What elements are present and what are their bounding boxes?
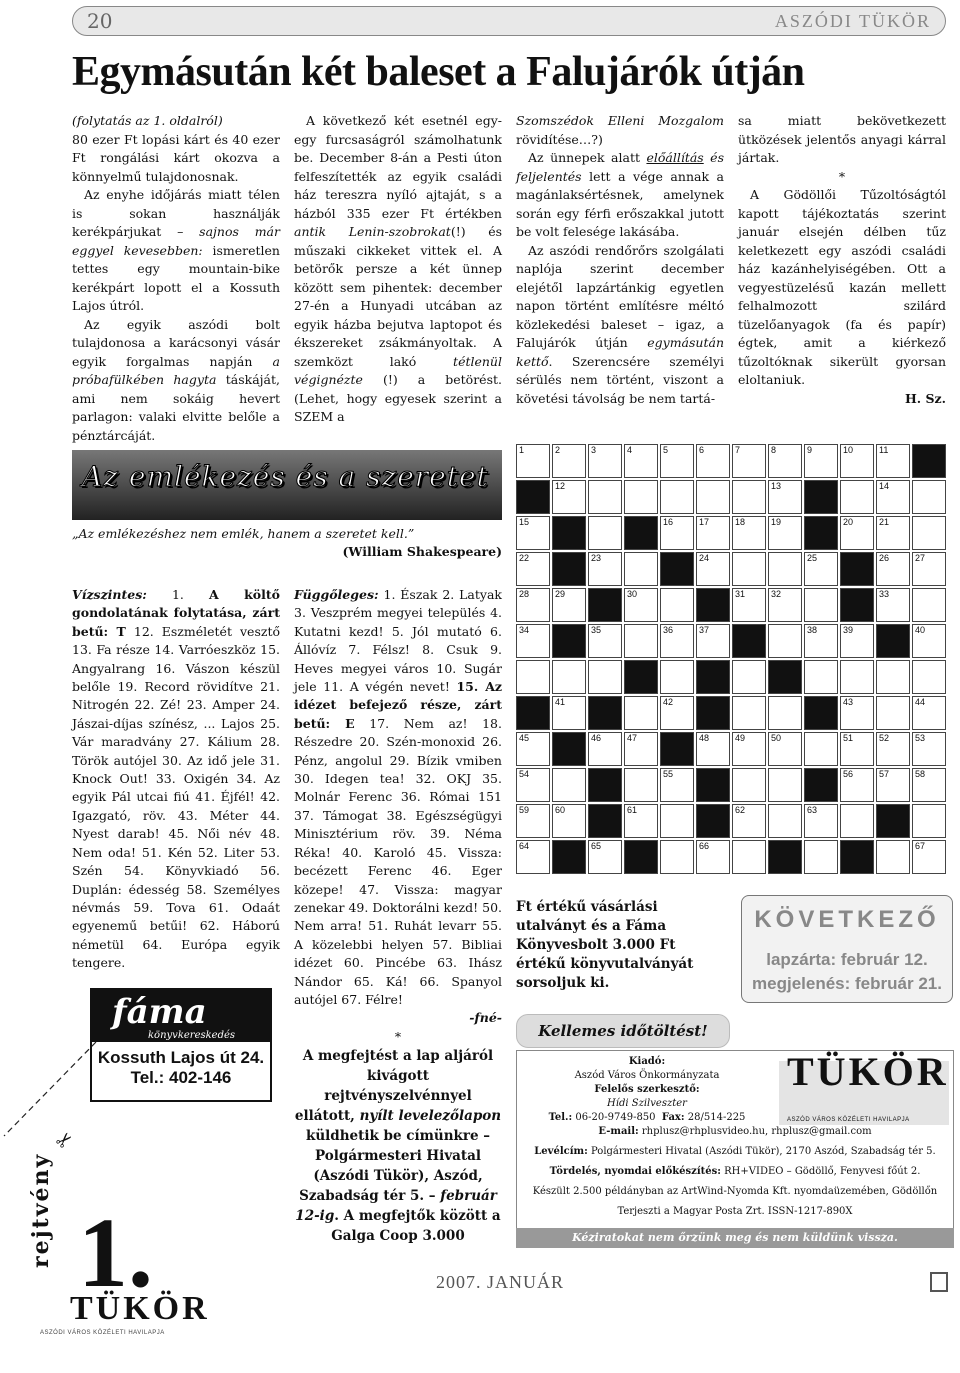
crossword-cell[interactable] [588, 552, 622, 586]
separator-star: * [394, 1028, 402, 1044]
crossword-number: 49 [735, 733, 746, 743]
crossword-number: 60 [555, 805, 566, 815]
crossword-black-cell [876, 804, 910, 838]
shop-address: Kossuth Lajos út 24. [97, 1048, 265, 1067]
crossword-number: 1 [519, 445, 525, 455]
crossword-cell[interactable] [912, 516, 946, 550]
crossword-cell[interactable] [696, 552, 730, 586]
crossword-number: 18 [735, 517, 746, 527]
crossword-cell[interactable] [660, 480, 694, 514]
phone: 06-20-9749-850 [575, 1112, 656, 1123]
crossword-cell[interactable] [660, 804, 694, 838]
clue-signature: -fné- [469, 1010, 502, 1026]
crossword-black-cell [876, 624, 910, 658]
crossword-cell[interactable] [912, 624, 946, 658]
fax: 28/514-225 [687, 1112, 746, 1123]
crossword-number: 7 [735, 445, 741, 455]
crossword-cell[interactable] [732, 444, 766, 478]
article-column-1 [72, 112, 280, 445]
crossword-number: 66 [699, 841, 710, 851]
shop-phone: Tel.: 402-146 [130, 1068, 232, 1087]
puzzle-banner [72, 450, 502, 520]
down-clues [294, 586, 502, 1246]
crossword-cell[interactable] [696, 516, 730, 550]
crossword-cell[interactable] [552, 588, 586, 622]
crossword-cell[interactable] [840, 516, 874, 550]
tukor-logo [779, 1049, 949, 1125]
crossword-cell[interactable] [552, 696, 586, 730]
fama-logo: fáma [112, 992, 207, 1032]
article-paragraph: Az aszódi rendőrőrs szolgálati naplója szerint december elejétől lapzártánkig egyetlen napon történt említésre méltó közlekedési baleset – igaz, a Falujárók útján egymásután kettő. Szerencsére személyi sérülés nem történt, viszont a követési távolság be nem tartá- [516, 242, 724, 406]
publisher-label: Kiadó: [628, 1056, 666, 1067]
crossword-number: 6 [699, 445, 705, 455]
crossword-cell[interactable] [588, 444, 622, 478]
wish-text: Kellemes időtöltést! [516, 1014, 730, 1048]
article-signature: H. Sz. [905, 390, 946, 406]
fax-label: Fax: [661, 1112, 685, 1123]
crossword-number: 35 [591, 625, 602, 635]
crossword-number: 12 [555, 481, 566, 491]
crossword-black-cell [588, 768, 622, 802]
crossword-cell[interactable] [912, 480, 946, 514]
crossword-number: 55 [663, 769, 674, 779]
crossword-cell[interactable] [552, 660, 586, 694]
crossword-number: 47 [627, 733, 638, 743]
crossword-cell[interactable] [552, 804, 586, 838]
crossword-black-cell [516, 480, 550, 514]
email: rhplusz@rhplusvideo.hu, rhplusz@gmail.com [641, 1126, 872, 1137]
crossword-cell[interactable] [804, 588, 838, 622]
crossword-cell[interactable] [732, 768, 766, 802]
email-line [525, 1125, 945, 1139]
editor: Hídi Szilveszter [607, 1098, 687, 1109]
crossword-cell[interactable] [876, 444, 910, 478]
crossword-cell[interactable] [876, 732, 910, 766]
fama-ad [90, 988, 272, 1102]
crossword-number: 62 [735, 805, 746, 815]
crossword-cell[interactable] [516, 768, 550, 802]
print-info: RH+VIDEO – Gödöllő, Fenyvesi főút 2. [724, 1166, 921, 1177]
crossword-cell[interactable] [552, 444, 586, 478]
crossword-cell[interactable] [732, 588, 766, 622]
publisher: Aszód Város Önkormányzata [574, 1070, 720, 1081]
coupon-logo-text: TÜKÖR [70, 1290, 210, 1327]
across-clues: Vízszintes: 1. A költő gondolatának folytatása, zárt betű: T 12. Eszméletét vesztő 13. Fa része 14. Varróeszköz 15. Angyalrang 16. Vászon készül belőle 19. Record rövidítve 21. Nitrogén 22. Zé! 23. Amper 24. Jászai-díjas színész, ... Lajos 25. Vár maradvány 27. Kálium 28. Török autójel 30. Az idő jele 31. Knock Out! 33. Oxigén 34. Az egyik Pál utcai fiú 41. Éjfél! 42. Igazgató, röv. 43. Méter 44. Nyest darab! 45. Női név 48. Nem oda! 51. Kén 52. Liter 53. Szén 54. Könyvkiadó 56. Duplán: édesség 58. Személyes névmás 59. Tova 61. Odaát egyenemű betűi! 62. Háború németül 64. Európa egyik tengere. [72, 587, 280, 971]
next-issue-deadline: lapzárta: február 12. [766, 950, 928, 969]
crossword-cell[interactable] [840, 696, 874, 730]
crossword-cell[interactable] [804, 552, 838, 586]
crossword-number: 37 [699, 625, 710, 635]
crossword-number: 48 [699, 733, 710, 743]
crossword-cell[interactable] [732, 804, 766, 838]
crossword-cell[interactable] [804, 840, 838, 874]
tukor-logo-text: TÜKÖR [787, 1049, 949, 1094]
crossword-cell[interactable] [588, 732, 622, 766]
crossword-cell[interactable] [552, 768, 586, 802]
crossword-cell[interactable] [624, 624, 658, 658]
crossword-cell[interactable] [624, 768, 658, 802]
crossword-cell[interactable] [624, 552, 658, 586]
coupon-label [22, 1110, 62, 1290]
crossword-number: 54 [519, 769, 530, 779]
mail-line [525, 1145, 945, 1159]
crossword-black-cell [624, 840, 658, 874]
crossword-cell[interactable] [912, 696, 946, 730]
crossword-black-cell [624, 516, 658, 550]
crossword-number: 21 [879, 517, 890, 527]
crossword-cell[interactable] [912, 552, 946, 586]
crossword-number: 15 [519, 517, 530, 527]
separator-star: * [838, 168, 846, 184]
crossword-cell[interactable] [660, 516, 694, 550]
crossword-number: 56 [843, 769, 854, 779]
crossword-black-cell [804, 768, 838, 802]
crossword-cell[interactable] [516, 732, 550, 766]
crossword-black-cell [840, 552, 874, 586]
crossword-black-cell [840, 588, 874, 622]
crossword-black-cell [768, 840, 802, 874]
crossword-number: 14 [879, 481, 890, 491]
article-paragraph: A következő két esetnél egy-egy furcsaságról számolhatunk be. December 8-án a Pesti úton felfeszítették az egyik családi ház tereszra nyíló ajtaját, s a házból 335 ezer Ft értékben antik Lenin-szobrokat(!) és műszaki cikkeket vittek el. A betörők persze a két ünnep között sem pihentek: december 27-én a Hunyadi utcában az egyik házba bejutva laptopot és ékszereket zsákmányoltak. A szemközt lakó tétlenül végignézte (!) a betörést. (Lehet, hogy egyesek szerint a SZEM a [294, 113, 503, 424]
crossword-cell[interactable] [516, 552, 550, 586]
crossword-cell[interactable] [768, 588, 802, 622]
crossword-number: 20 [843, 517, 854, 527]
crossword-number: 23 [591, 553, 602, 563]
contact-line [517, 1111, 777, 1125]
phone-label: Tel.: [548, 1112, 573, 1123]
crossword-cell[interactable] [516, 804, 550, 838]
crossword-cell[interactable] [912, 660, 946, 694]
crossword-cell[interactable] [804, 624, 838, 658]
crossword-black-cell [912, 444, 946, 478]
next-issue-title: KÖVETKEZŐ [754, 906, 940, 933]
crossword-cell[interactable] [840, 660, 874, 694]
crossword-number: 50 [771, 733, 782, 743]
crossword-cell[interactable] [768, 696, 802, 730]
crossword-number: 52 [879, 733, 890, 743]
crossword-number: 22 [519, 553, 530, 563]
manuscript-note: Kéziratokat nem őrzünk meg és nem küldünk vissza. [516, 1228, 954, 1248]
fama-logo-area [92, 990, 270, 1042]
crossword-cell[interactable] [696, 732, 730, 766]
crossword-cell[interactable] [804, 660, 838, 694]
crossword-black-cell [804, 696, 838, 730]
article-paragraph: Az enyhe időjárás miatt télen is sokan használják kerékpárjukat – sajnos már eggyel kevesebben: ismeretlen tettes egy mountain-bike kerékpárt lopott el a Kossuth Lajos útról. [72, 187, 280, 313]
crossword-cell[interactable] [876, 840, 910, 874]
print-line [525, 1165, 945, 1179]
crossword-black-cell [552, 624, 586, 658]
coupon-logo-sub: ASZÓDI VÁROS KÖZÉLETI HAVILAPJA [40, 1330, 165, 1336]
crossword-cell[interactable] [840, 768, 874, 802]
crossword-number: 43 [843, 697, 854, 707]
colophon [516, 1050, 954, 1248]
crossword-number: 33 [879, 589, 890, 599]
crossword-cell[interactable] [732, 660, 766, 694]
crossword-cell[interactable] [516, 624, 550, 658]
crossword-number: 41 [555, 697, 566, 707]
crossword-number: 65 [591, 841, 602, 851]
crossword-cell[interactable] [696, 444, 730, 478]
next-issue-box [741, 895, 953, 1003]
crossword-number: 17 [699, 517, 710, 527]
crossword-black-cell [624, 660, 658, 694]
crossword-number: 8 [771, 445, 777, 455]
page-header [72, 6, 946, 36]
puzzle-quote [72, 525, 502, 561]
crossword-cell[interactable] [840, 624, 874, 658]
crossword-number: 59 [519, 805, 530, 815]
crossword-number: 64 [519, 841, 530, 851]
page-corner-icon [930, 1272, 948, 1292]
crossword-number: 28 [519, 589, 530, 599]
crossword-number: 45 [519, 733, 530, 743]
crossword-black-cell [660, 732, 694, 766]
crossword-number: 11 [879, 445, 889, 455]
crossword-number: 5 [663, 445, 669, 455]
crossword-cell[interactable] [516, 660, 550, 694]
footer-date: 2007. JANUÁR [436, 1272, 565, 1292]
article-column-3 [516, 112, 724, 408]
article-paragraph: sa miatt bekövetkezett ütközések jelentős anyagi kárral jártak. [738, 113, 946, 165]
tukor-logo-sub: ASZÓD VÁROS KÖZÉLETI HAVILAPJA [787, 1117, 910, 1123]
crossword-cell[interactable] [660, 624, 694, 658]
crossword-cell[interactable] [660, 660, 694, 694]
crossword-number: 9 [807, 445, 813, 455]
crossword-cell[interactable] [588, 624, 622, 658]
crossword-black-cell [732, 624, 766, 658]
crossword-number: 34 [519, 625, 530, 635]
quote-author: (William Shakespeare) [342, 544, 502, 559]
crossword-number: 3 [591, 445, 597, 455]
crossword-black-cell [516, 696, 550, 730]
crossword-number: 31 [735, 589, 746, 599]
coupon-logo [40, 1290, 210, 1340]
article-paragraph: Szomszédok Elleni Mozgalom rövidítése…?) [516, 113, 724, 147]
crossword-cell[interactable] [732, 840, 766, 874]
crossword-number: 36 [663, 625, 674, 635]
crossword-cell[interactable] [876, 516, 910, 550]
crossword-black-cell [552, 552, 586, 586]
crossword-black-cell [552, 516, 586, 550]
crossword-number: 42 [663, 697, 674, 707]
crossword-cell[interactable] [876, 696, 910, 730]
crossword-cell[interactable] [876, 588, 910, 622]
article-paragraph: (folytatás az 1. oldalról) 80 ezer Ft lopási kárt és 40 ezer Ft rongálási kárt okozva a könnyelmű tulajdonosnak. [72, 113, 280, 184]
crossword-cell[interactable] [660, 444, 694, 478]
crossword-cell[interactable] [876, 480, 910, 514]
crossword-cell[interactable] [768, 804, 802, 838]
crossword-cell[interactable] [660, 768, 694, 802]
crossword-cell[interactable] [768, 552, 802, 586]
made-line: Készült 2.500 példányban az ArtWind-Nyomda Kft. nyomdaüzemében, Gödöllőn [532, 1186, 938, 1197]
crossword-black-cell [588, 696, 622, 730]
crossword-cell[interactable] [768, 480, 802, 514]
crossword-cell[interactable] [732, 480, 766, 514]
crossword-cell[interactable] [516, 444, 550, 478]
publication-name: ASZÓDI TÜKÖR [774, 11, 931, 31]
crossword-number: 40 [915, 625, 926, 635]
crossword-cell[interactable] [768, 624, 802, 658]
crossword-cell[interactable] [912, 768, 946, 802]
crossword-number: 44 [915, 697, 926, 707]
crossword-cell[interactable] [696, 480, 730, 514]
crossword-cell[interactable] [732, 516, 766, 550]
crossword-cell[interactable] [768, 516, 802, 550]
crossword-black-cell [552, 840, 586, 874]
crossword-cell[interactable] [732, 732, 766, 766]
crossword-black-cell [768, 660, 802, 694]
crossword-cell[interactable] [876, 660, 910, 694]
crossword-cell[interactable] [588, 516, 622, 550]
crossword-number: 2 [555, 445, 561, 455]
crossword-number: 53 [915, 733, 926, 743]
crossword-cell[interactable] [876, 552, 910, 586]
crossword-cell[interactable] [516, 516, 550, 550]
crossword-cell[interactable] [696, 840, 730, 874]
crossword-cell[interactable] [624, 588, 658, 622]
crossword-cell[interactable] [624, 804, 658, 838]
crossword-cell[interactable] [660, 840, 694, 874]
crossword-number: 46 [591, 733, 602, 743]
crossword-cell[interactable] [624, 696, 658, 730]
crossword-cell[interactable] [696, 624, 730, 658]
crossword-cell[interactable] [840, 444, 874, 478]
crossword-cell[interactable] [624, 444, 658, 478]
crossword-black-cell [660, 552, 694, 586]
article-paragraph: Az egyik aszódi bolt tulajdonosa a karácsonyi vásár egyik forgalmas napján a próbafülkében hagyta táskáját, ami nem sokáig hevert parlagon: valaki elvitte belőle a pénztárcáját. [72, 316, 280, 443]
crossword-number: 30 [627, 589, 638, 599]
print-label: Tördelés, nyomdai előkészítés: [549, 1166, 721, 1177]
crossword-number: 61 [627, 805, 638, 815]
article-column-2 [294, 112, 502, 427]
crossword-number: 63 [807, 805, 818, 815]
crossword-number: 4 [627, 445, 633, 455]
crossword-black-cell [696, 588, 730, 622]
distribution-line: Terjeszti a Magyar Posta Zrt. ISSN-1217-890X [617, 1206, 853, 1217]
crossword-black-cell [696, 660, 730, 694]
fama-address [92, 1048, 270, 1088]
crossword-black-cell [696, 696, 730, 730]
down-clue-text: Függőleges: 1. Észak 2. Latyak 3. Veszprém megyei település 4. Kutatni kezd! 5. Jól mutató 6. Állóvíz 7. Félsz! 8. Csuk 9. Heves megyei város 10. Sugár jele 11. A végén nevet! 15. Az idézet befejező része, zárt betű: E 17. Nem az! 18. Részedre 20. Szén-monoxid 26. Pénz, angolul 29. Bízik vmiben 30. Idegen tea! 32. OKJ 35. Molnár Ferenc 36. Római 151 37. Támogat 38. Egészségügyi Minisztérium röv. 39. Néma Réka! 40. Karoló 45. Vissza: becézett Ferenc 46. Eger közepe! 47. Vissza: magyar zenekar 49. Doktorálni kezd! 50. Nem arra! 51. Ruhát levarr 55. A közelebbi helyen 57. Bibliai idézet 60. Pincébe 63. Ihász Nándor 65. Ká! 66. Spanyol autójel 67. Félre! [294, 587, 502, 1007]
crossword-cell[interactable] [588, 840, 622, 874]
crossword-cell[interactable] [768, 768, 802, 802]
crossword-cell[interactable] [624, 732, 658, 766]
scissors-icon: ✂ [49, 1125, 79, 1155]
fama-sub: könyvkereskedés [148, 1030, 236, 1041]
crossword-cell[interactable] [516, 588, 550, 622]
editor-label: Felelős szerkesztő: [594, 1084, 700, 1095]
crossword-black-cell [552, 732, 586, 766]
crossword-cell[interactable] [660, 696, 694, 730]
crossword-number: 57 [879, 769, 890, 779]
next-issue-release: megjelenés: február 21. [752, 974, 942, 993]
crossword-number: 10 [843, 445, 854, 455]
crossword-number: 58 [915, 769, 926, 779]
coupon-label-text: rejtvény [28, 1152, 54, 1268]
crossword-number: 26 [879, 553, 890, 563]
crossword-cell[interactable] [768, 444, 802, 478]
crossword-black-cell [804, 480, 838, 514]
crossword-cell[interactable] [516, 840, 550, 874]
crossword-cell[interactable] [552, 480, 586, 514]
crossword-cell[interactable] [588, 480, 622, 514]
crossword-cell[interactable] [588, 660, 622, 694]
crossword-number: 27 [915, 553, 926, 563]
crossword-number: 16 [663, 517, 674, 527]
crossword-number: 19 [771, 517, 782, 527]
crossword-cell[interactable] [840, 480, 874, 514]
crossword-number: 39 [843, 625, 854, 635]
crossword-cell[interactable] [912, 732, 946, 766]
crossword-cell[interactable] [732, 696, 766, 730]
crossword-cell[interactable] [912, 804, 946, 838]
crossword-cell[interactable] [624, 480, 658, 514]
crossword-cell[interactable] [804, 804, 838, 838]
submission-instructions: A megfejtést a lap aljáról kivágott rejtvényszelvénnyel ellátott, nyílt levelezőlapon küldhetik be címünkre – Polgármesteri Hivatal (Aszódi Tükör), Aszód, Szabadság tér 5. – február 12-ig. A megfejtők között a Galga Coop 3.000 [294, 1048, 502, 1245]
crossword-number: 67 [915, 841, 926, 851]
crossword-cell[interactable] [912, 840, 946, 874]
crossword-number: 29 [555, 589, 566, 599]
crossword-number: 25 [807, 553, 818, 563]
headline: Egymásután két baleset a Falujárók útján [72, 49, 805, 95]
crossword-black-cell [696, 768, 730, 802]
crossword-cell[interactable] [840, 804, 874, 838]
crossword-cell[interactable] [840, 732, 874, 766]
article-column-4 [738, 112, 946, 408]
crossword-number: 38 [807, 625, 818, 635]
article-paragraph: Az ünnepek alatt előállítás és feljelentés lett a vége annak a magánlaksértésnek, amelynek során egy férfi erőszakkal jutott be volt felesége lakásába. [516, 150, 724, 239]
crossword-cell[interactable] [876, 768, 910, 802]
crossword-black-cell [588, 588, 622, 622]
crossword-number: 13 [771, 481, 782, 491]
crossword-cell[interactable] [732, 552, 766, 586]
crossword-cell[interactable] [912, 588, 946, 622]
crossword-black-cell [696, 804, 730, 838]
crossword-cell[interactable] [804, 444, 838, 478]
mail-address: Polgármesteri Hivatal (Aszódi Tükör), 2170 Aszód, Szabadság tér 5. [590, 1146, 936, 1157]
quote-text: „Az emlékezéshez nem emlék, hanem a szeretet kell.” [72, 526, 415, 541]
mail-label: Levélcím: [534, 1146, 588, 1157]
coupon-number: 1. [78, 1197, 153, 1308]
crossword-cell[interactable] [768, 732, 802, 766]
puzzle-banner-title: Az emlékezés és a szeretet [82, 460, 489, 493]
crossword-black-cell [588, 804, 622, 838]
crossword-black-cell [840, 840, 874, 874]
crossword-number: 24 [699, 553, 710, 563]
email-label: E-mail: [598, 1126, 639, 1137]
crossword-black-cell [804, 516, 838, 550]
prize-text: Ft értékű vásárlási utalványt és a Fáma Könyvesbolt 3.000 Ft értékű könyvutalványát sorsoljuk ki. [516, 899, 694, 991]
crossword-number: 32 [771, 589, 782, 599]
page-number: 20 [87, 9, 113, 33]
crossword-number: 51 [843, 733, 854, 743]
crossword-cell[interactable] [804, 732, 838, 766]
crossword-cell[interactable] [660, 588, 694, 622]
article-paragraph: A Gödöllői Tűzoltóságtól kapott tájékoztatás szerint január elsején délben tűz keletkezett egy aszódi családi ház kazánhelyiségében. Ott a vegyestüzelésű kazán mellett felhalmozott szilárd tüzelőanyagok (fa és papír) égtek, amit a kiérkező tűzoltóknak sikerült gyorsan eloltaniuk. [738, 187, 946, 387]
